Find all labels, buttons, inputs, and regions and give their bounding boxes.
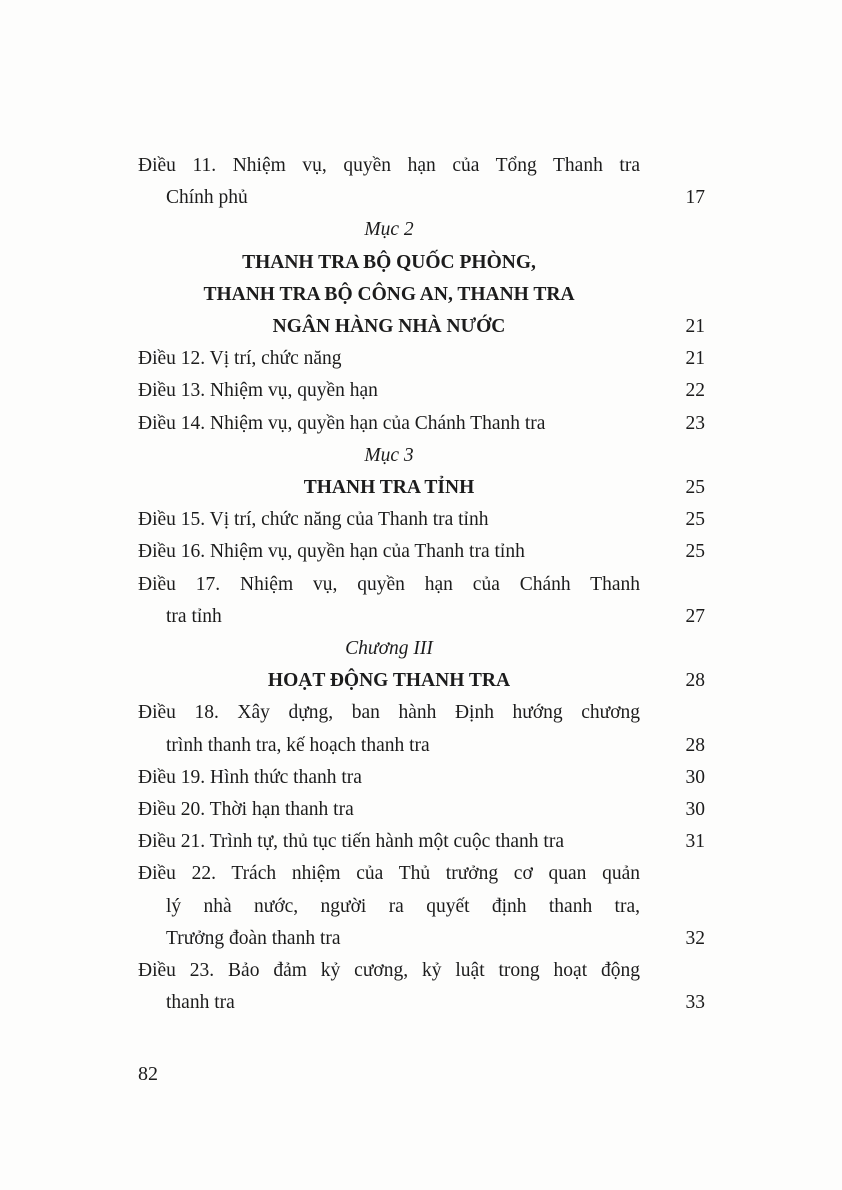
section-label — [138, 440, 705, 472]
toc-page-number: 25 — [685, 541, 705, 563]
toc-item — [138, 375, 705, 407]
section-title — [138, 247, 705, 344]
toc-page-number: 23 — [685, 412, 705, 434]
toc-item — [138, 343, 705, 375]
toc-line — [138, 601, 705, 633]
toc-entry-text: THANH TRA BỘ CÔNG AN, THANH TRA — [203, 283, 575, 305]
toc-entry-text: Điều 19. Hình thức thanh tra — [138, 766, 362, 788]
toc-page-number: 32 — [685, 927, 705, 949]
toc-item — [138, 150, 705, 214]
toc-entry-text: NGÂN HÀNG NHÀ NƯỚC — [272, 316, 506, 338]
toc-line — [138, 311, 705, 343]
toc-line — [138, 923, 705, 955]
toc-line — [138, 955, 705, 987]
toc-line — [138, 794, 705, 826]
toc-entry-text: Điều 23. Bảo đảm kỷ cương, kỷ luật trong hoạt động — [138, 960, 640, 982]
toc-entry-text: lý nhà nước, người ra quyết định thanh tra, — [166, 895, 640, 917]
toc-page-number: 21 — [685, 348, 705, 370]
toc-page-number: 33 — [685, 992, 705, 1014]
toc-entry-text: Điều 21. Trình tự, thủ tục tiến hành một cuộc thanh tra — [138, 831, 564, 853]
toc-line — [138, 762, 705, 794]
toc-line — [138, 826, 705, 858]
toc-item — [138, 408, 705, 440]
toc-line — [138, 440, 705, 472]
toc-entry-text: tra tỉnh — [166, 605, 222, 627]
toc-entry-text: Điều 20. Thời hạn thanh tra — [138, 799, 354, 821]
toc-entry-text: Trưởng đoàn thanh tra — [166, 927, 341, 949]
toc-entry-text: Điều 16. Nhiệm vụ, quyền hạn của Thanh tra tỉnh — [138, 541, 525, 563]
toc-page-number: 28 — [685, 670, 705, 692]
toc-entry-text: THANH TRA BỘ QUỐC PHÒNG, — [242, 251, 536, 273]
toc-item — [138, 697, 705, 761]
toc-line — [138, 504, 705, 536]
toc-entry-text: Điều 18. Xây dựng, ban hành Định hướng chương — [138, 702, 640, 724]
toc-line — [138, 279, 705, 311]
toc-page-number: 30 — [685, 766, 705, 788]
toc-line — [138, 408, 705, 440]
toc-page-number: 17 — [685, 187, 705, 209]
toc-entry-text: Điều 14. Nhiệm vụ, quyền hạn của Chánh Thanh tra — [138, 412, 546, 434]
toc-line — [138, 536, 705, 568]
toc-page-number: 30 — [685, 799, 705, 821]
toc-item — [138, 762, 705, 794]
toc-entry-text: Điều 17. Nhiệm vụ, quyền hạn của Chánh Thanh — [138, 573, 640, 595]
toc-line — [138, 214, 705, 246]
toc-entry-text: HOẠT ĐỘNG THANH TRA — [267, 670, 511, 692]
toc-line — [138, 247, 705, 279]
toc-line — [138, 665, 705, 697]
toc-entry-text: Điều 12. Vị trí, chức năng — [138, 348, 342, 370]
section-title — [138, 665, 705, 697]
toc-line — [138, 472, 705, 504]
section-label — [138, 633, 705, 665]
toc-entry-text: Mục 2 — [364, 219, 414, 241]
toc-entry-text: Chính phủ — [166, 187, 248, 209]
toc-entry-text: Điều 13. Nhiệm vụ, quyền hạn — [138, 380, 378, 402]
toc-item — [138, 955, 705, 1019]
toc-line — [138, 182, 705, 214]
toc-item — [138, 858, 705, 955]
toc-list — [138, 150, 705, 1019]
toc-item — [138, 794, 705, 826]
toc-item — [138, 504, 705, 536]
section-label — [138, 214, 705, 246]
toc-line — [138, 697, 705, 729]
toc-entry-text: Điều 11. Nhiệm vụ, quyền hạn của Tổng Thanh tra — [138, 155, 640, 176]
toc-page-number: 22 — [685, 380, 705, 402]
toc-entry-text: Điều 22. Trách nhiệm của Thủ trưởng cơ quan quản — [138, 863, 640, 885]
toc-line — [138, 730, 705, 762]
toc-line — [138, 375, 705, 407]
toc-entry-text: Điều 15. Vị trí, chức năng của Thanh tra tỉnh — [138, 509, 489, 531]
section-title — [138, 472, 705, 504]
toc-line — [138, 633, 705, 665]
toc-page-number: 25 — [685, 477, 705, 499]
toc-item — [138, 569, 705, 633]
toc-line — [138, 858, 705, 890]
toc-line — [138, 343, 705, 375]
toc-entry-text: thanh tra — [166, 992, 235, 1014]
toc-line — [138, 891, 705, 923]
toc-line — [138, 569, 705, 601]
toc-item — [138, 536, 705, 568]
toc-page-number: 25 — [685, 509, 705, 531]
toc-page-number: 27 — [685, 605, 705, 627]
footer-page-number: 82 — [138, 1063, 158, 1085]
toc-entry-text: Mục 3 — [364, 444, 414, 466]
toc-entry-text: THANH TRA TỈNH — [303, 477, 475, 499]
toc-page-number: 28 — [685, 734, 705, 756]
toc-page-number: 21 — [685, 316, 705, 338]
toc-line — [138, 987, 705, 1019]
toc-entry-text: Chương III — [345, 638, 433, 660]
toc-page-number: 31 — [685, 831, 705, 853]
toc-item — [138, 826, 705, 858]
toc-line — [138, 150, 705, 182]
toc-entry-text: trình thanh tra, kế hoạch thanh tra — [166, 734, 430, 756]
